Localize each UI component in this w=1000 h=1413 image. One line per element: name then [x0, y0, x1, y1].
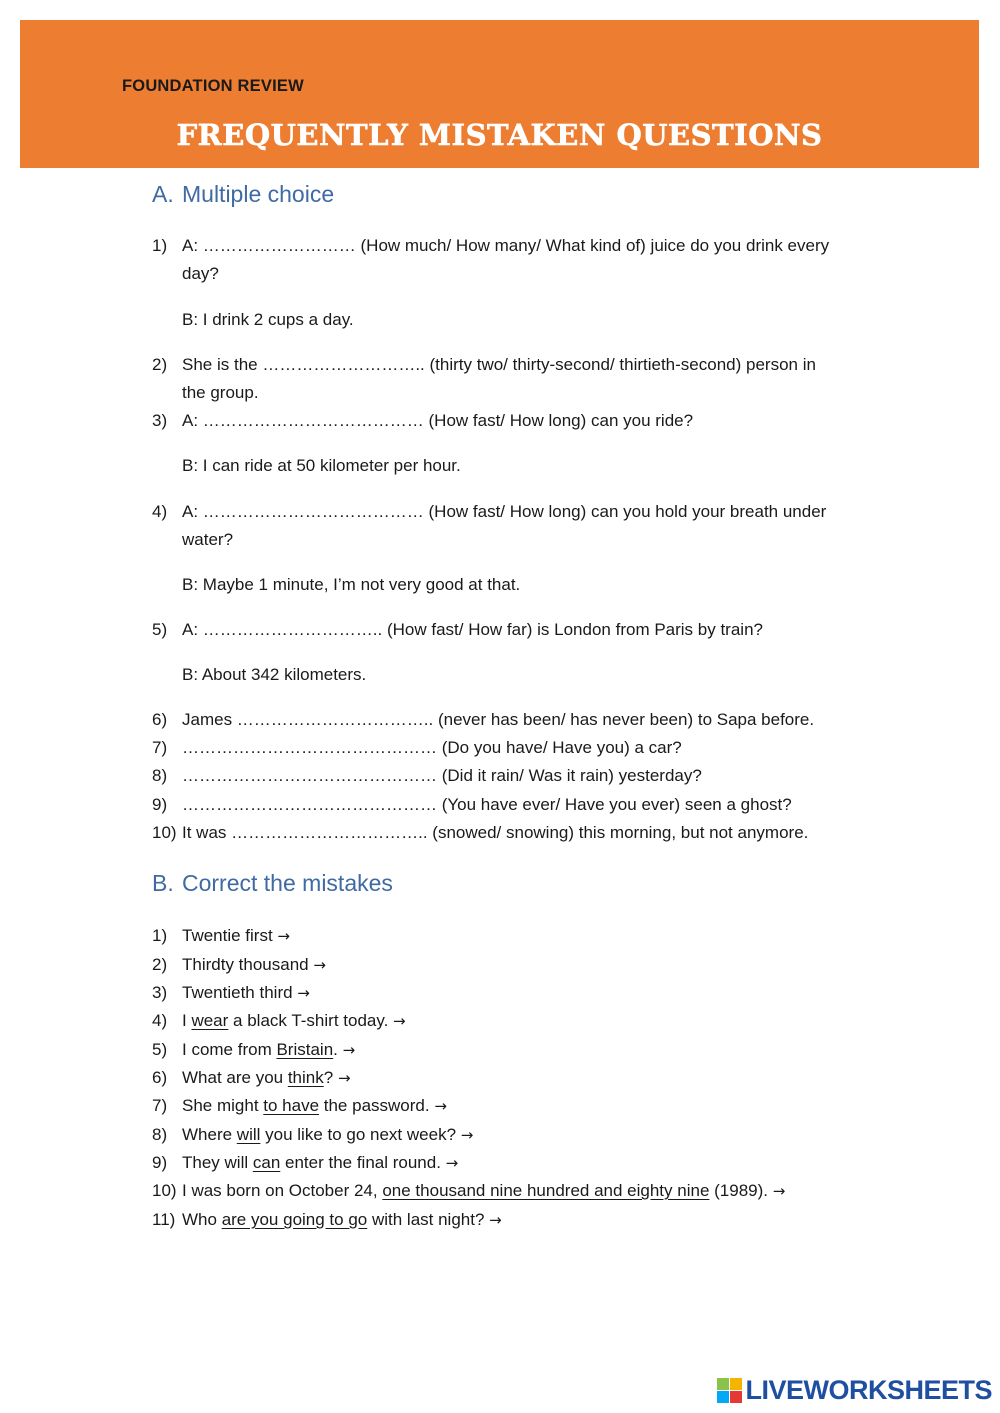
underlined-mistake: can [252, 1153, 281, 1172]
item-text [182, 1096, 447, 1116]
question-number: 1) [152, 236, 168, 255]
item-number: 1) [152, 926, 168, 945]
item-text [182, 983, 310, 1003]
logo-square [717, 1378, 729, 1390]
item-text-pre: They will [182, 1153, 253, 1172]
item-text [182, 926, 290, 946]
answer-text: B: I drink 2 cups a day. [182, 310, 354, 329]
arrow-right-icon: → [313, 956, 326, 974]
question-number: 7) [152, 738, 168, 757]
item-text-post: . [333, 1040, 343, 1059]
item-number: 10) [152, 1181, 177, 1200]
underlined-mistake: to have [263, 1096, 320, 1115]
item-text-pre: Twentieth third [182, 983, 298, 1002]
item-number: 4) [152, 1011, 168, 1030]
item-text-post: (1989). [709, 1181, 773, 1200]
underlined-mistake: one thousand nine hundred and eighty nine [382, 1181, 710, 1200]
section-a-heading [152, 181, 334, 208]
underlined-mistake: wear [191, 1011, 229, 1030]
underlined-mistake: Bristain [276, 1040, 334, 1059]
item-text [182, 1125, 473, 1145]
item-text-post: the password. [319, 1096, 435, 1115]
arrow-right-icon: → [297, 984, 310, 1002]
answer-text: B: About 342 kilometers. [182, 665, 367, 684]
page-title: FREQUENTLY MISTAKEN QUESTIONS [176, 118, 823, 152]
section-a-title: Multiple choice [182, 181, 335, 207]
arrow-right-icon: → [445, 1154, 459, 1172]
arrow-right-icon: → [337, 1069, 351, 1087]
item-text-pre: What are you [182, 1068, 288, 1087]
section-a-number: A. [152, 181, 174, 207]
item-text-pre: Where [182, 1125, 237, 1144]
arrow-right-icon: → [342, 1041, 356, 1059]
item-text-post: ? [323, 1068, 338, 1087]
question-number: 5) [152, 620, 168, 639]
arrow-right-icon: → [460, 1126, 474, 1144]
logo-mark-icon [717, 1378, 742, 1403]
question-text: James …………………………….. (never has been/ has never been) to Sapa before. [182, 710, 815, 729]
item-number: 11) [152, 1210, 176, 1229]
logo-text: LIVEWORKSHEETS [745, 1374, 992, 1405]
underlined-mistake: will [236, 1125, 261, 1144]
question-text: the group. [182, 383, 259, 402]
arrow-right-icon: → [489, 1211, 502, 1229]
underlined-mistake: are you going to go [221, 1210, 368, 1229]
item-text-post: a black T-shirt today. [228, 1011, 394, 1030]
item-text-pre: She might [182, 1096, 264, 1115]
question-text: It was …………………………….. (snowed/ snowing) this morning, but not anymore. [182, 823, 809, 842]
answer-text: B: Maybe 1 minute, I’m not very good at that. [182, 575, 521, 594]
liveworksheets-logo [717, 1375, 992, 1405]
question-number: 4) [152, 502, 168, 521]
question-number: 6) [152, 710, 168, 729]
item-text-post: with last night? [367, 1210, 490, 1229]
item-text-pre: Twentie first [182, 926, 278, 945]
question-text: A: ……………………… (How much/ How many/ What kind of) juice do you drink every [182, 236, 830, 255]
item-text [182, 1153, 458, 1173]
item-text-pre: I [182, 1011, 192, 1030]
section-b-number: B. [152, 870, 174, 896]
item-number: 6) [152, 1068, 168, 1087]
item-text [182, 1011, 406, 1031]
item-text [182, 955, 326, 975]
section-b-heading [152, 870, 393, 897]
section-b-title: Correct the mistakes [182, 870, 393, 896]
header-banner [20, 20, 979, 168]
question-text: water? [182, 530, 234, 549]
arrow-right-icon: → [434, 1097, 447, 1115]
item-number: 2) [152, 955, 168, 974]
question-number: 8) [152, 766, 168, 785]
item-text-pre: Who [182, 1210, 222, 1229]
item-number: 5) [152, 1040, 168, 1059]
item-text [182, 1210, 502, 1230]
underlined-mistake: think [287, 1068, 324, 1087]
logo-square [730, 1378, 742, 1390]
question-text: day? [182, 264, 219, 283]
logo-square [730, 1391, 742, 1403]
item-number: 9) [152, 1153, 168, 1172]
item-text-pre: I come from [182, 1040, 277, 1059]
logo-square [717, 1391, 729, 1403]
item-number: 7) [152, 1096, 168, 1115]
item-text [182, 1068, 351, 1088]
question-text: ……………………………………… (Do you have/ Have you) a car? [182, 738, 682, 757]
question-number: 10) [152, 823, 177, 842]
item-text-post: enter the final round. [280, 1153, 446, 1172]
question-text: A: ………………………….. (How fast/ How far) is London from Paris by train? [182, 620, 763, 639]
item-text-pre: I was born on October 24, [182, 1181, 383, 1200]
question-text: ……………………………………… (You have ever/ Have you ever) seen a ghost? [182, 795, 792, 814]
arrow-right-icon: → [393, 1012, 406, 1030]
question-text: A: ………………………………… (How fast/ How long) can you hold your breath under [182, 502, 827, 521]
item-number: 3) [152, 983, 168, 1002]
arrow-right-icon: → [772, 1182, 786, 1200]
item-text [182, 1181, 785, 1201]
arrow-right-icon: → [277, 927, 290, 945]
item-text [182, 1040, 355, 1060]
item-text-post: you like to go next week? [260, 1125, 461, 1144]
item-number: 8) [152, 1125, 168, 1144]
question-text: ……………………………………… (Did it rain/ Was it rain) yesterday? [182, 766, 702, 785]
question-text: She is the ……………………….. (thirty two/ thirty-second/ thirtieth-second) person in [182, 355, 816, 374]
answer-text: B: I can ride at 50 kilometer per hour. [182, 456, 461, 475]
question-text: A: ………………………………… (How fast/ How long) can you ride? [182, 411, 694, 430]
question-number: 3) [152, 411, 168, 430]
question-number: 9) [152, 795, 168, 814]
question-number: 2) [152, 355, 168, 374]
header-label: FOUNDATION REVIEW [122, 77, 304, 95]
item-text-pre: Thirdty thousand [182, 955, 314, 974]
